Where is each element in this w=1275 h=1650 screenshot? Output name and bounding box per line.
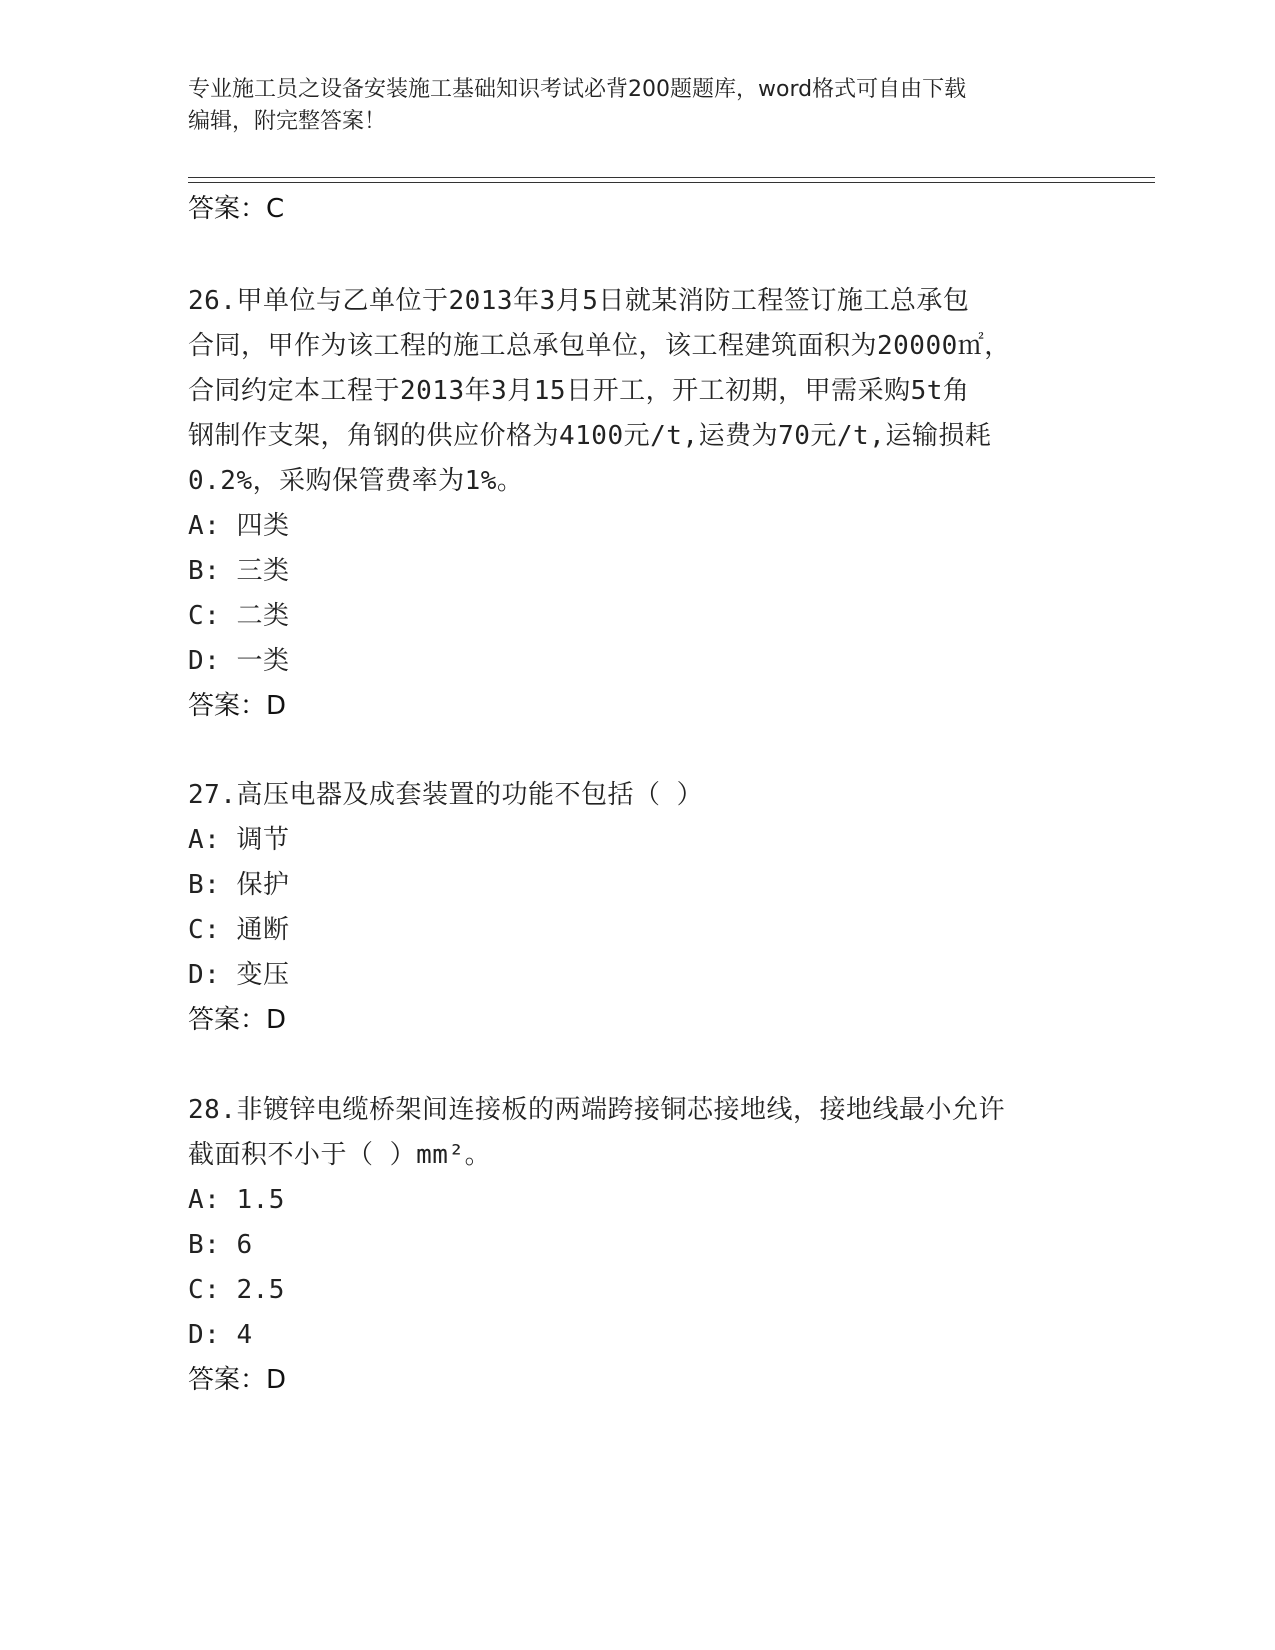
- header-divider-top: [188, 177, 1155, 178]
- question-text-line: 合同约定本工程于2013年3月15日开工，开工初期，甲需采购5t角: [188, 376, 970, 406]
- header-line-1: 专业施工员之设备安装施工基础知识考试必背200题题库，word格式可自由下载: [188, 77, 967, 102]
- option-a: A: 四类: [188, 511, 290, 541]
- option-b: B: 保护: [188, 870, 290, 900]
- option-d: D: 变压: [188, 960, 290, 990]
- answer: 答案：D: [188, 1005, 287, 1035]
- option-c: C: 二类: [188, 601, 290, 631]
- document-header: [188, 74, 1088, 138]
- header-line-2: 编辑，附完整答案！: [188, 109, 387, 134]
- question-text-line: 截面积不小于（ ）mm²。: [188, 1140, 492, 1170]
- previous-answer: 答案：C: [188, 194, 285, 224]
- question-text-line: 26.甲单位与乙单位于2013年3月5日就某消防工程签订施工总承包: [188, 286, 970, 316]
- question-text-line: 合同，甲作为该工程的施工总承包单位，该工程建筑面积为20000㎡，: [188, 331, 1011, 361]
- question-text-line: 钢制作支架，角钢的供应价格为4100元/t,运费为70元/t,运输损耗: [188, 421, 992, 451]
- answer: 答案：D: [188, 1365, 287, 1395]
- option-b: B: 6: [188, 1230, 253, 1260]
- question-text-line: 0.2%，采购保管费率为1%。: [188, 466, 524, 496]
- header-divider-bottom: [188, 182, 1155, 183]
- option-d: D: 一类: [188, 646, 290, 676]
- option-c: C: 2.5: [188, 1275, 285, 1305]
- answer: 答案：D: [188, 691, 287, 721]
- option-d: D: 4: [188, 1320, 253, 1350]
- option-c: C: 通断: [188, 915, 290, 945]
- question-text-line: 28.非镀锌电缆桥架间连接板的两端跨接铜芯接地线，接地线最小允许: [188, 1095, 1005, 1125]
- option-b: B: 三类: [188, 556, 290, 586]
- question-text-line: 27.高压电器及成套装置的功能不包括（ ）: [188, 780, 704, 810]
- option-a: A: 1.5: [188, 1185, 285, 1215]
- option-a: A: 调节: [188, 825, 290, 855]
